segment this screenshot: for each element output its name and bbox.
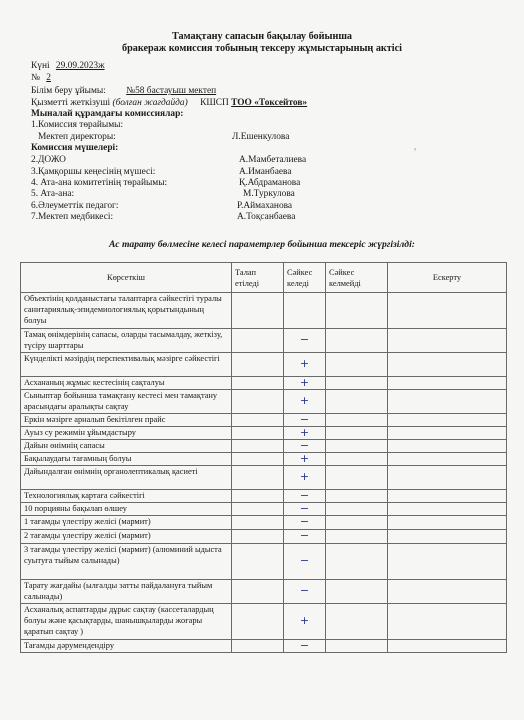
row-required-cell <box>232 544 284 580</box>
handwritten-mark: + <box>299 451 310 465</box>
handwritten-tick-icon: ◦ <box>413 146 418 154</box>
handwritten-mark: + <box>299 425 310 439</box>
table-row <box>21 640 507 653</box>
provider-note: (болған жағдайда) <box>112 98 188 108</box>
row-indicator: Дайындалған өнімнің органолептикалық қасиеті <box>21 466 232 490</box>
row-required-cell <box>232 414 284 427</box>
row-remark-cell <box>388 353 507 377</box>
row-compliant-cell <box>284 580 326 604</box>
row-noncompliant-cell <box>326 377 388 390</box>
number-label: № <box>31 73 40 83</box>
row-indicator: Технологиялық картаға сәйкестігі <box>21 490 232 503</box>
chair-label: 1.Комиссия төрайымы: <box>31 120 124 130</box>
row-compliant-cell <box>284 329 326 353</box>
header-compliant: Сәйкес келеді <box>284 263 326 293</box>
table-row <box>21 544 507 580</box>
row-required-cell <box>232 293 284 329</box>
provider-row <box>31 98 307 108</box>
row-compliant-cell <box>284 503 326 516</box>
members-label: Комиссия мүшелері: <box>31 143 119 153</box>
row-remark-cell <box>388 580 507 604</box>
table-row <box>21 440 507 453</box>
table-row <box>21 530 507 544</box>
row-required-cell <box>232 329 284 353</box>
row-noncompliant-cell <box>326 293 388 329</box>
director-label: Мектеп директоры: <box>38 132 116 142</box>
row-indicator: Тамақ өнімдерінің сапасы, оларды тасымалдау, жеткізу, түсіру шарттары <box>21 329 232 353</box>
header-required: Талап етіледі <box>232 263 284 293</box>
date-row <box>31 61 105 71</box>
handwritten-mark: − <box>299 488 310 502</box>
number-value: 2 <box>46 73 51 83</box>
member-role: 5. Ата-ана: <box>31 189 75 199</box>
number-row <box>31 73 51 83</box>
row-noncompliant-cell <box>326 490 388 503</box>
row-remark-cell <box>388 544 507 580</box>
row-compliant-cell <box>284 544 326 580</box>
table-row <box>21 503 507 516</box>
row-required-cell <box>232 440 284 453</box>
member-name: А.Тоқсанбаева <box>237 212 296 222</box>
member-name: М.Туркулова <box>243 189 295 199</box>
handwritten-mark: + <box>299 357 310 370</box>
row-indicator: Сыныптар бойынша тамақтану кестесі мен тамақтану арасындағы аралықты сақтау <box>21 390 232 414</box>
member-role: 2.ДОЖО <box>31 155 66 165</box>
handwritten-mark: − <box>299 515 310 528</box>
row-required-cell <box>232 503 284 516</box>
row-noncompliant-cell <box>326 414 388 427</box>
table-row <box>21 453 507 466</box>
table-row <box>21 390 507 414</box>
row-compliant-cell <box>284 466 326 490</box>
handwritten-mark: − <box>299 412 310 426</box>
member-role: 4. Ата-ана комитетінің төрайымы: <box>31 178 168 188</box>
row-remark-cell <box>388 390 507 414</box>
row-noncompliant-cell <box>326 640 388 653</box>
row-required-cell <box>232 516 284 530</box>
director-name: Л.Ешенкулова <box>232 132 290 142</box>
table-row <box>21 353 507 377</box>
member-name: А.Иманбаева <box>239 167 292 177</box>
org-value: №58 бастауыш мектеп <box>126 86 217 96</box>
row-remark-cell <box>388 329 507 353</box>
row-required-cell <box>232 427 284 440</box>
table-row <box>21 490 507 503</box>
row-required-cell <box>232 640 284 653</box>
row-remark-cell <box>388 427 507 440</box>
row-required-cell <box>232 353 284 377</box>
row-remark-cell <box>388 503 507 516</box>
member-name: Р.Аймаханова <box>237 201 293 211</box>
row-indicator: Асханалық аспаптарды дұрыс сақтау (кассеталардың болуы және қасықтарды, шанышқыларды жоғары қаратып сақтау ) <box>21 604 232 640</box>
handwritten-mark: − <box>299 638 310 652</box>
table-row <box>21 604 507 640</box>
row-noncompliant-cell <box>326 440 388 453</box>
table-row <box>21 377 507 390</box>
header-remark: Ескерту <box>388 263 507 293</box>
row-required-cell <box>232 390 284 414</box>
member-role: 6.Әлеуметтік педагог: <box>31 201 119 211</box>
row-indicator: Объектінің қолданыстағы талаптарға сәйкестігі туралы санитариялық-эпидемиологиялық қорытындының болуы <box>21 293 232 329</box>
row-indicator: 1 тағамды үлестіру желісі (мармит) <box>21 516 232 530</box>
row-compliant-cell <box>284 453 326 466</box>
header-noncompliant: Сәйкес келмейді <box>326 263 388 293</box>
row-remark-cell <box>388 453 507 466</box>
row-remark-cell <box>388 530 507 544</box>
handwritten-mark: − <box>299 554 310 567</box>
row-noncompliant-cell <box>326 466 388 490</box>
provider-value: ТОО «Токсейтов» <box>231 98 308 108</box>
row-compliant-cell <box>284 353 326 377</box>
row-remark-cell <box>388 440 507 453</box>
row-required-cell <box>232 530 284 544</box>
header-indicator: Көрсеткіш <box>21 263 232 293</box>
handwritten-mark: − <box>299 333 310 346</box>
row-noncompliant-cell <box>326 516 388 530</box>
row-indicator: Бақылаудағы тағамның болуы <box>21 453 232 466</box>
row-noncompliant-cell <box>326 329 388 353</box>
row-indicator: 3 тағамды үлестіру желісі (мармит) (алюминий ыдыста суытуға тыйым салынады) <box>21 544 232 580</box>
handwritten-mark: − <box>299 584 310 597</box>
table-row <box>21 414 507 427</box>
row-indicator: Асхананың жұмыс кестесінің сақталуы <box>21 377 232 390</box>
provider-type: КШСП <box>200 98 229 108</box>
row-remark-cell <box>388 466 507 490</box>
row-required-cell <box>232 453 284 466</box>
row-indicator: Еркін мәзірге арналып бекітілген прайс <box>21 414 232 427</box>
row-remark-cell <box>388 490 507 503</box>
handwritten-mark: + <box>299 375 310 389</box>
row-noncompliant-cell <box>326 580 388 604</box>
provider-label: Қызметті жеткізуші <box>31 98 111 108</box>
table-intro: Ас тарату бөлмесіне келесі параметрлер бойынша тексеріс жүргізілді: <box>109 239 415 250</box>
row-indicator: Күнделікті мәзірдің перспективалық мәзірге сәйкестігі <box>21 353 232 377</box>
row-indicator: Дайын өнімнің сапасы <box>21 440 232 453</box>
row-compliant-cell <box>284 640 326 653</box>
member-name: Қ.Абдраманова <box>239 178 301 188</box>
table-row <box>21 516 507 530</box>
row-noncompliant-cell <box>326 353 388 377</box>
handwritten-mark: + <box>299 470 310 483</box>
handwritten-mark: − <box>299 529 310 542</box>
doc-title-line-2: бракераж комиссия тобының тексеру жұмыстарының актісі <box>122 43 402 54</box>
org-label: Білім беру ұйымы: <box>31 86 106 96</box>
doc-title-line-1: Тамақтану сапасын бақылау бойынша <box>171 31 353 42</box>
handwritten-mark: − <box>299 501 310 515</box>
table-row <box>21 329 507 353</box>
org-row <box>31 86 216 96</box>
row-compliant-cell <box>284 293 326 329</box>
row-noncompliant-cell <box>326 544 388 580</box>
member-role: 7.Мектеп медбикесі: <box>31 212 114 222</box>
row-remark-cell <box>388 640 507 653</box>
row-noncompliant-cell <box>326 604 388 640</box>
row-compliant-cell <box>284 516 326 530</box>
table-row <box>21 293 507 329</box>
row-required-cell <box>232 377 284 390</box>
table-row <box>21 466 507 490</box>
member-role: 3.Қамқоршы кеңесінің мүшесі: <box>31 167 156 177</box>
row-indicator: 10 порцияны бақылап өлшеу <box>21 503 232 516</box>
handwritten-mark: − <box>299 438 310 452</box>
row-noncompliant-cell <box>326 530 388 544</box>
row-remark-cell <box>388 516 507 530</box>
date-value: 29.09.2023ж <box>55 61 105 71</box>
date-label: Күні <box>31 61 50 71</box>
row-noncompliant-cell <box>326 503 388 516</box>
row-remark-cell <box>388 604 507 640</box>
row-indicator: 2 тағамды үлестіру желісі (мармит) <box>21 530 232 544</box>
table-header-row <box>21 263 507 293</box>
member-name: А.Мамбеталиева <box>239 155 307 165</box>
table-row <box>21 580 507 604</box>
row-noncompliant-cell <box>326 427 388 440</box>
handwritten-mark: + <box>299 614 310 627</box>
row-required-cell <box>232 466 284 490</box>
row-noncompliant-cell <box>326 390 388 414</box>
row-indicator: Тарату жағдайы (ылғалды затты пайдалануға тыйым салынады) <box>21 580 232 604</box>
inspection-table <box>20 262 507 653</box>
members-heading: Мыналай құрамдағы комиссиялар: <box>31 109 184 119</box>
row-required-cell <box>232 604 284 640</box>
row-compliant-cell <box>284 530 326 544</box>
row-remark-cell <box>388 293 507 329</box>
table-row <box>21 427 507 440</box>
row-indicator: Ауыз су режимін ұйымдастыру <box>21 427 232 440</box>
row-compliant-cell <box>284 390 326 414</box>
row-remark-cell <box>388 377 507 390</box>
row-required-cell <box>232 490 284 503</box>
row-compliant-cell <box>284 604 326 640</box>
row-required-cell <box>232 580 284 604</box>
row-noncompliant-cell <box>326 453 388 466</box>
row-remark-cell <box>388 414 507 427</box>
handwritten-mark: + <box>299 394 310 407</box>
row-indicator: Тағамды дәрумендендіру <box>21 640 232 653</box>
row-compliant-cell <box>284 377 326 390</box>
